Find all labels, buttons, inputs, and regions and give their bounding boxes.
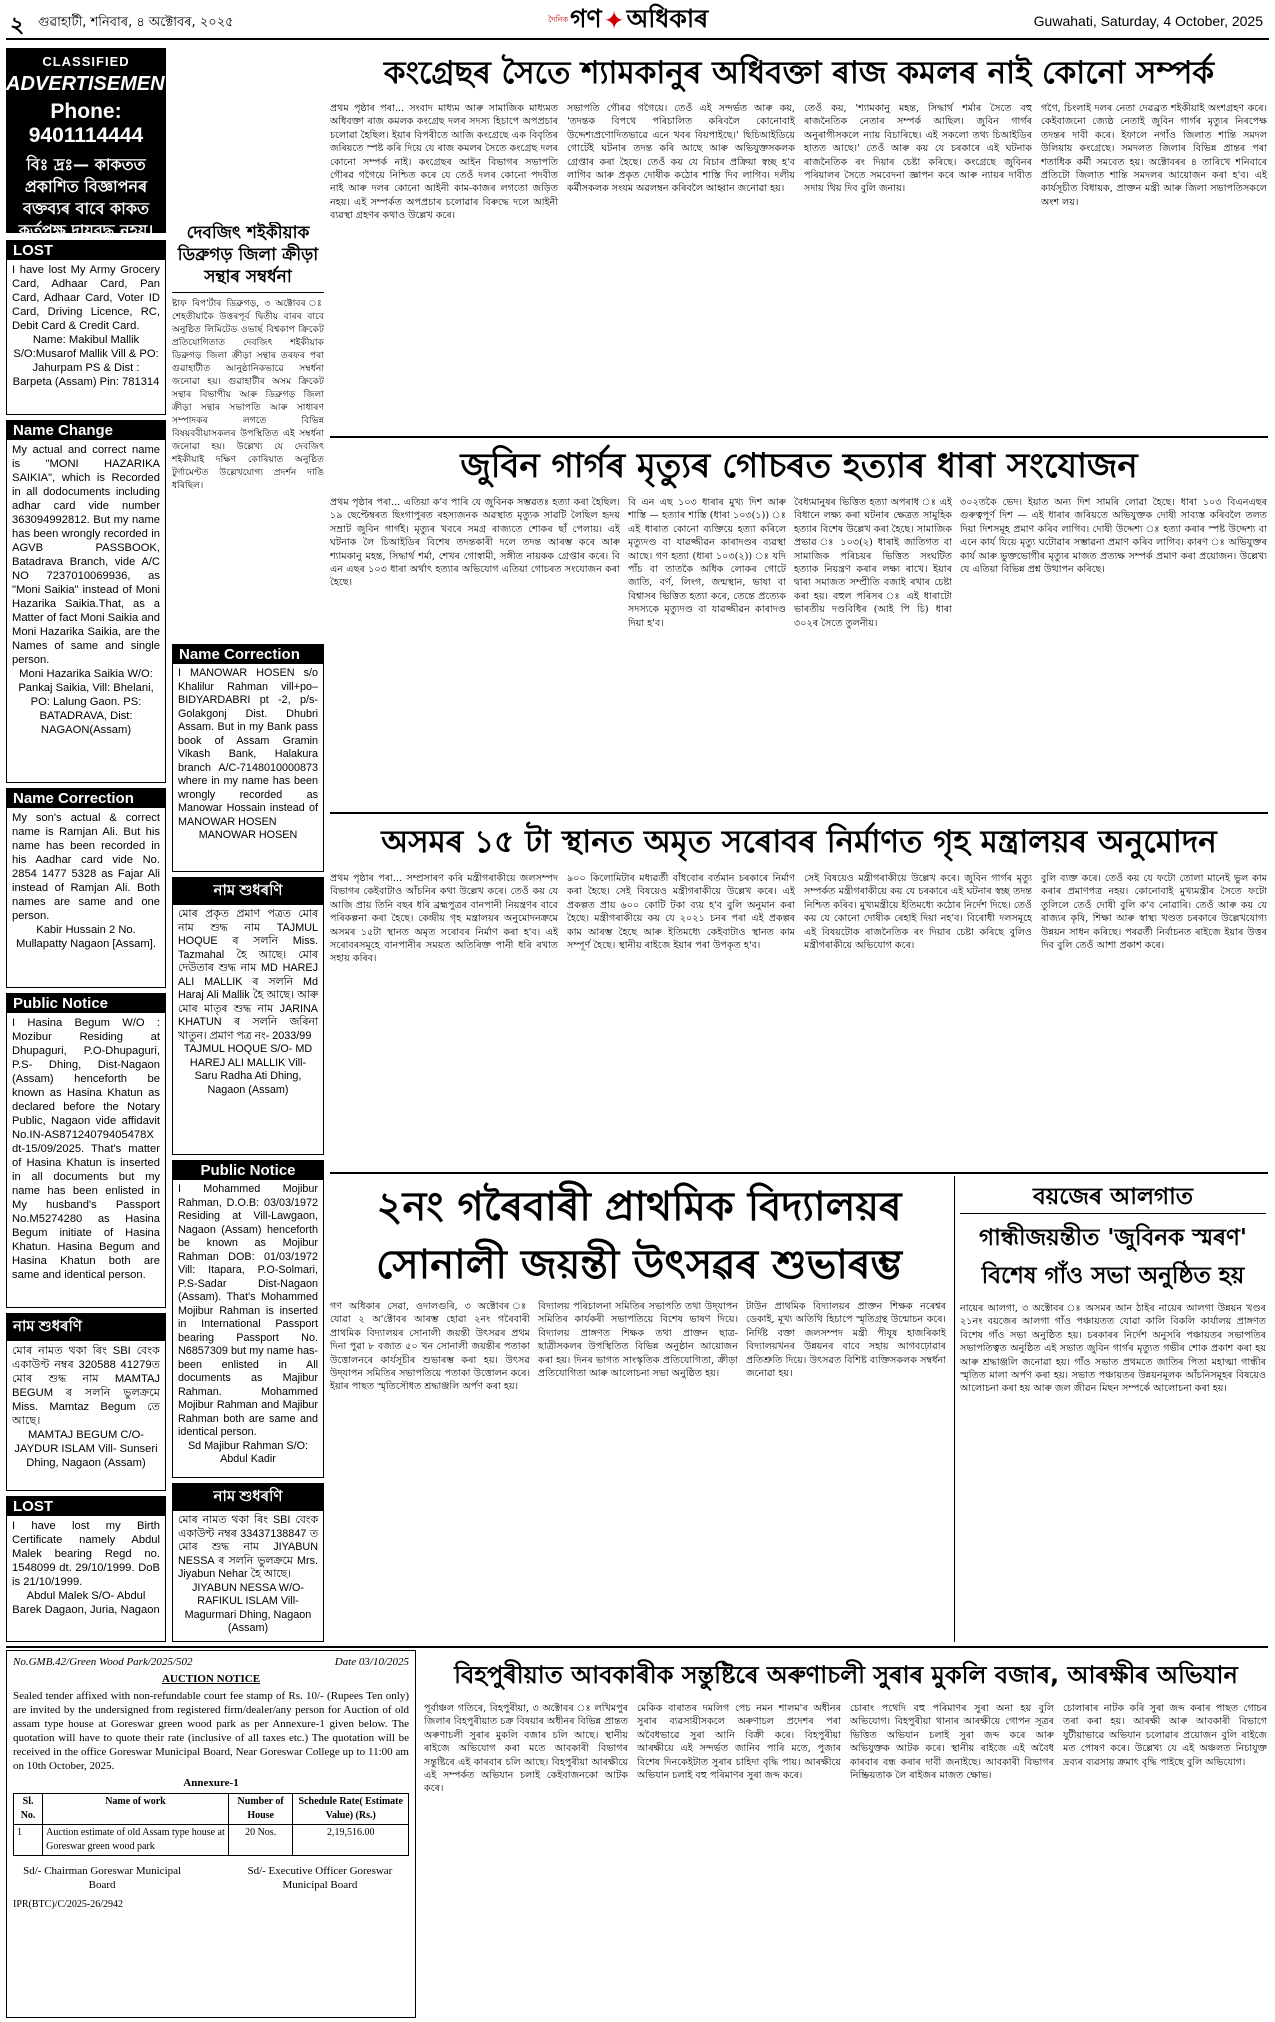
- article1-headline: কংগ্ৰেছৰ সৈতে শ্যামকানুৰ অধিবক্তা ৰাজ কমলৰ নাই কোনো সম্পৰ্ক: [383, 55, 1215, 91]
- ad-signature: Sd Majibur Rahman S/O: Abdul Kadir: [187, 1439, 308, 1465]
- article2-headline: জুবিন গাৰ্গৰ মৃত্যুৰ গোচৰত হত্যাৰ ধাৰা সংযোজন: [460, 446, 1138, 486]
- ad-heading: LOST: [7, 1497, 165, 1516]
- divider: [6, 1646, 1268, 1648]
- auction-annexure: Annexure-1: [183, 1777, 239, 1789]
- article3-headline: অসমৰ ১৫ টা স্থানত অমৃত সৰোবৰ নিৰ্মাণত গৃহ মন্ত্ৰালয়ৰ অনুমোদন: [381, 824, 1217, 860]
- ad-heading: LOST: [7, 241, 165, 260]
- ad-text: মোৰ প্ৰকৃত প্ৰমাণ পত্ৰত মোৰ নাম শুদ্ধ নাম TAJMUL HOQUE ৰ সলনি Miss. Tazmahal হৈ আছে। মোৰ দেউতাৰ শুদ্ধ নাম MD HAREJ ALI MALLIK ৰ সলনি Md Haraj Ali Mallik হৈ আছে। আৰু মোৰ মাতৃৰ শুদ্ধ নাম JARINA KHATUN ৰ সলনি জৰিনা খাতুন। প্ৰমাণ পত্ৰ নং- 2033/99: [178, 908, 318, 1042]
- article5-headline-2: বিশেষ গাঁও সভা অনুষ্ঠিত হয়: [981, 1263, 1245, 1289]
- page-number: ২: [10, 13, 25, 38]
- article5-body: নায়েৰ আলগা, ৩ অক্টোবৰ ঃ অসমৰ আন ঠাইৰ নায়েৰ আলগা উন্নয়ন খণ্ডৰ ২১নং বয়জেৰ আলগা গাঁও পঞ্চায়তত যোৱা কালি বিকলি কাৰ্যালয় প্ৰাঙ্গণত বিশেষ গাঁও সভা অনুষ্ঠিত হয়। চৰকাৰৰ নিৰ্দেশ অনুসৰি পঞ্চায়তৰ সভাপতিৰ সভাপতিত্বত অনুষ্ঠিত এই সভাত জুবিন গাৰ্গৰ মৃত্যুত গভীৰ শোক প্ৰকাশ কৰা হয় আৰু শ্ৰদ্ধাঞ্জলি জনোৱা হয়। গাঁও সভাত প্ৰথমতে জাতিৰ পিতা মহাত্মা গান্ধীৰ স্মৃতিত মালা অৰ্পণ কৰা হয়। সভাত পঞ্চায়তৰ উন্নয়নমূলক আঁচনিসমূহৰ বিষয়েও আলোচনা কৰা হয় আৰু জল জীৱন মিছন সম্পৰ্কে আলোচনা কৰা হয়।: [960, 1303, 1266, 1395]
- table-row: [14, 1825, 409, 1856]
- article6-col-1: পূৰ্বাঞ্চল গতিৰে, বিহপুৰীয়া, ৩ অক্টোবৰ ঃ লখিমপুৰ জিলাৰ বিহপুৰীয়াত চক্ৰ বিষয়াৰ অধীনৰ বিভিন্ন প্ৰান্তত অৰুণাচলী সুৰাৰ মুকলি বজাৰ চলি আছে। স্থানীয় ৰাইজে অভিযোগ কৰা মতে আবকাৰী বিভাগৰ সন্তুষ্টিৰে এই কাৰবাৰ চলি আছে। বিহপুৰীয়া আৰক্ষীয়ে এই সম্পৰ্কত অভিযান চলাই কেইবাজনকো আটক কৰে।: [424, 1703, 628, 1795]
- auction-header-cell: Sl. No.: [14, 1794, 43, 1825]
- ad-lost-1: [6, 240, 166, 415]
- ad-heading: Name Correction: [7, 789, 165, 808]
- auction-sign-right: Sd/- Executive Officer Goreswar Municipal Board: [247, 1865, 393, 1891]
- ad-public-notice-left: [6, 993, 166, 1308]
- ad-text: My actual and correct name is "MONI HAZARIKA SAIKIA", which is Recorded in all dodocuments including adhar card vide number 363094992812. But my name has been wrongly recorded in AGVB PASSBOOK, Batadrava Branch, vide A/C NO 7237010069936, as "Moni Saikia" instead of Moni Hazarika Saikia.That, as a Matter of fact Moni Saikia and Moni Hazarika Saikia, are the Names of same and single person.: [12, 444, 160, 666]
- article3-col-1: প্ৰথম পৃষ্ঠাৰ পৰা... সম্প্ৰসাৰণ কৰি মন্ত্ৰীগৰাকীয়ে জলসম্পদ বিভাগৰ কেইবাটাও আঁচনিৰ কথা উল্লেখ কৰে। তেওঁ কয় যে আজি প্ৰায় তিনি বছৰ ধৰি ব্ৰহ্মপুত্ৰৰ বানপানী নিয়ন্ত্ৰণৰ বাবে পৰিকল্পনা কৰা হৈছে। কেন্দ্ৰীয় গৃহ মন্ত্ৰালয়ৰ অনুমোদনক্ৰমে অসমৰ ১৫টা স্থানত অমৃত সৰোবৰ নিৰ্মাণ কৰা হ'ব। এই সৰোবৰসমূহে বানপানীৰ সময়ত অতিৰিক্ত পানী ধৰি ৰখাত সহায় কৰিব।: [330, 873, 558, 965]
- article1-col-3: তেওঁ কয়, 'শ্যামকানু মহন্ত, সিদ্ধাৰ্থ শৰ্মাৰ সৈতে বহু ৰাজনৈতিক নেতাৰ সম্পৰ্ক আছিল। জুবিন গাৰ্গৰ অনুৰাগীসকলে ন্যায় বিচাৰিছে। এই সকলো তথ্য চিআইডিৰ হাতত আছে।' তেওঁ আৰু কয় যে চৰকাৰে এই ঘটনাক ৰাজনৈতিক ৰং দিয়াৰ চেষ্টা কৰিছে। কংগ্ৰেছে জুবিনৰ পৰিয়ালৰ সৈতে সমবেদনা জ্ঞাপন কৰে আৰু ন্যায়ৰ দাবীত সদায় থিয় দিব বুলি জনায়।: [804, 103, 1032, 195]
- ad-text: I have lost My Army Grocery Card, Adhaar Card, Pan Card, Adhaar Card, Voter ID Card, Driving Licence, RC, Debit Card & Credit Card.: [12, 264, 160, 332]
- divider: [330, 1172, 1268, 1174]
- divider: [330, 436, 1268, 438]
- column-divider: [954, 1176, 955, 1642]
- auction-cell: 1: [14, 1825, 43, 1856]
- ad-name-correction-left: [6, 788, 166, 988]
- article6-col-3: চোৰাং পথেদি বহু পৰিমাণৰ সুৰা অনা হয় বুলি অভিযোগ। বিহপুৰীয়া থানাৰ আৰক্ষীয়ে গোপন সূত্ৰৰ ভিত্তিত অভিযান চলাই সুৰা জব্দ কৰে আৰু অভিযুক্তক আটক কৰে। স্থানীয় ৰাইজে এই অবৈধ কাৰবাৰ বন্ধ কৰাৰ দাবী জনাইছে। আবকাৰী বিভাগৰ নিষ্ক্ৰিয়তাক লৈ ৰাইজৰ মাজত ক্ষোভ।: [850, 1703, 1054, 1782]
- logo-star-icon: ✦: [603, 5, 625, 35]
- felicitation-body: ষ্টাফ ৰিপ'ৰ্টাৰ ডিব্ৰুগড়, ৩ অক্টোবৰ ঃ শেহতীয়াকৈ উত্তৰপূৰ্ব দ্বিতীয় বাৰৰ বাবে অনুষ্ঠিত লিমিটেড ওভাৰ্ছ বিশ্বকাপ ক্ৰিকেট প্ৰতিযোগিতাত দেবজিৎ শইকীয়াক ডিব্ৰুগড় জিলা ক্ৰীড়া সন্থাৰ তৰফৰ পৰা গুৱাহাটীত আনুষ্ঠানিকভাৱে সম্বৰ্ধনা জনোৱা হয়। গুৱাহাটীৰ অসম ক্ৰিকেট সন্থাৰ বিভাগীয় আৰু ডিব্ৰুগড় জিলা ক্ৰীড়া সন্থাৰ সভাপতি আৰু সাধাৰণ সম্পাদকৰ লগতে বিভিন্ন বিষয়ববীয়াসকলৰ উপস্থিতিত এই সম্বৰ্ধনা জনোৱা হয়। উল্লেখ্য যে দেবজিৎ শইকীয়াই দক্ষিণ কোৰিয়াত অনুষ্ঠিত টুৰ্ণামেণ্টত উল্লেখযোগ্য প্ৰদৰ্শন দাঙি ধৰিছিল।: [172, 298, 324, 491]
- article5-kicker: বয়জেৰ আলগাত: [960, 1180, 1266, 1214]
- article2-col-3: বৈধ্যমানুষৰ ভিত্তিত হত্যা অপৰাধ ঃ এই বিধানে লক্ষ্য কৰা ঘটনাৰ ক্ষেত্ৰত সামুহিক হত্যাৰ বিশেষ উল্লেখ কৰা হৈছে। সামাজিক প্ৰভাৱ ঃ ১০৩(২) ধাৰাই জাতিগত বা সামাজিক পৰিচয়ৰ ভিত্তিত সংঘটিত হত্যাক নিয়ন্ত্ৰণ কৰাৰ লক্ষ্য ৰাখে। ইয়াৰ দ্বাৰা সমাজত সম্প্ৰীতি বজাই ৰখাৰ চেষ্টা কৰা হয়। বহুল পৰিসৰ ঃ এই ধাৰাটো ভাৰতীয় দণ্ডবিধিৰ (আই পি চি) ধাৰা ৩০২ৰ সৈতে তুলনীয়।: [794, 497, 952, 629]
- article2-col-2: বি এন এছ ১০৩ ধাৰাৰ মুখ্য দিশ আৰু শাস্তি — হত্যাৰ শাস্তি (ধাৰা ১০৩(১)) ঃ এই ধাৰাত কোনো ব্যক্তিয়ে হত্যা কৰিলে মৃত্যুদণ্ড বা যাৱজ্জীৱন কাৰাদণ্ডৰ ব্যৱস্থা আছে। গণ হত্যা (ধাৰা ১০৩(২)) ঃ যদি পাঁচ বা তাতকৈ অধিক লোকৰ গোটে জাতি, বৰ্ণ, লিংগ, জন্মস্থান, ভাষা বা বিশ্বাসৰ ভিত্তিত হত্যা কৰে, তেন্তে প্ৰত্যেক সদস্যকে মৃত্যুদণ্ড বা যাৱজ্জীৱন কাৰাদণ্ড দিয়া হ'ব।: [628, 497, 786, 629]
- ad-lost-birth-certificate: [6, 1496, 166, 1642]
- logo-part-1: গণ: [570, 3, 602, 33]
- ad-name-sudhoroni-mid-2: [172, 1483, 324, 1642]
- logo-small-text: দৈনিক: [548, 14, 569, 24]
- ad-name-sudhoroni-left: [6, 1313, 166, 1491]
- auction-footer: IPR(BTC)/C/2025-26/2942: [13, 1899, 124, 1910]
- dateline-bengali: গুৱাহাটী, শনিবাৰ, ৪ অক্টোবৰ, ২০২৫: [38, 15, 234, 30]
- article3-col-3: সেই বিষয়েও মন্ত্ৰীগৰাকীয়ে উল্লেখ কৰে। জুবিন গাৰ্গৰ মৃত্যু সম্পৰ্কত মন্ত্ৰীগৰাকীয়ে কয় যে চৰকাৰে এই ঘটনাৰ স্বচ্ছ তদন্ত নিশ্চিত কৰিব। মুখ্যমন্ত্ৰীয়ে ইতিমধ্যে কঠোৰ নিৰ্দেশ দিছে। তেওঁ কয় যে কোনো দোষীক ৰেহাই দিয়া নহ'ব। বিৰোধী দলসমূহে এই বিষয়টোক ৰাজনৈতিক ৰং দিয়াৰ চেষ্টা কৰিছে বুলিও মন্ত্ৰীগৰাকীয়ে অভিযোগ কৰে।: [804, 873, 1032, 952]
- article4-col-2: বিদ্যালয় পৰিচালনা সমিতিৰ সভাপতি তথা উদ্‌যাপন সমিতিৰ কাৰ্যকৰী সভাপতিয়ে বিশেষ ভাষণ দিয়ে। বিদ্যালয় প্ৰাঙ্গণত শিক্ষক তথা প্ৰাক্তন ছাত্ৰ-ছাত্ৰীসকলৰ উপস্থিতিত বিভিন্ন অনুষ্ঠান আয়োজন কৰা হয়। দিনৰ ভাগত সাংস্কৃতিক প্ৰতিযোগিতা, ক্ৰীড়া প্ৰতিযোগিতা আৰু আলোচনা সভা অনুষ্ঠিত হয়।: [538, 1301, 738, 1380]
- auction-header-cell: Name of work: [43, 1794, 229, 1825]
- ad-heading: নাম শুধৰণি: [7, 1314, 165, 1341]
- felicitation-title-3: সন্থাৰ সম্বৰ্ধনা: [172, 266, 324, 293]
- auction-header-cell: Schedule Rate( Estimate Value) (Rs.): [293, 1794, 409, 1825]
- classified-title: CLASSIFIED: [42, 54, 130, 69]
- article2-col-4: ৩০২তকৈ ভেদ। ইয়াত অন্য দিশ সামৰি লোৱা হৈছে। ধাৰা ১০৩ বিএনএছৰ গুৰুত্বপূৰ্ণ দিশ — এই ধাৰাৰ জৰিয়তে অভিযুক্তক দোষী সাব্যস্ত কৰিবলৈ তলত দিয়া দিশসমূহ প্ৰমাণ কৰিব লাগিব। দোষী উদ্দেশ্য ঃ হত্যা কৰাৰ স্পষ্ট উদ্দেশ্য বা এনে কাৰ্য যিয়ে মৃত্যু ঘটোৱাৰ সম্ভাৱনা প্ৰমাণ কৰিব লাগিব। কাৰণ ঃ অভিযুক্তৰ কাৰ্য আৰু ভুক্তভোগীৰ মৃত্যুৰ মাজত প্ৰত্যক্ষ সম্পৰ্ক প্ৰমাণ কৰা প্ৰয়োজন। উল্লেখ্য যে এতিয়া বিভিন্ন প্ৰশ্ন উত্থাপন কৰিছে।: [960, 497, 1267, 576]
- article3-col-4: বুলি ব্যক্ত কৰে। তেওঁ কয় যে ফটো তোলা মানেই ভুল কাম কৰাৰ প্ৰমাণপত্ৰ নহয়। কোনোবাই মুখ্যমন্ত্ৰীৰ সৈতে ফটো তুলিলে তেওঁ দোষী বুলি ক'ব নোৱাৰি। তেওঁ আৰু কয় যে ৰাজ্যৰ কৃষি, শিক্ষা আৰু স্বাস্থ্য খণ্ডত চৰকাৰে উল্লেখযোগ্য উন্নয়ন সাধন কৰিছে। পৰৱৰ্তী নিৰ্বাচনত ৰাইজে ইয়াৰ উত্তৰ দিব বুলি তেওঁ আশা প্ৰকাশ কৰে।: [1041, 873, 1267, 952]
- ad-text: মোৰ নামত থকা ৰিং SBI বেংক একাউণ্ট নম্বৰ 320588 41279ত মোৰ শুদ্ধ নাম MAMTAJ BEGUM ৰ সলনি ভুলক্ৰমে Miss. Mamtaz Begum তে আছে।: [12, 1345, 160, 1427]
- auction-body: Sealed tender affixed with non-refundable court fee stamp of Rs. 10/- (Rupees Ten only) are invited by the undersigned from registered firm/dealer/any person for Auction of old assam type house at Goreswar green wood park as per Annexure-1 given below. The quotation will have to quote their rate (inclusive of all taxes etc.) The quotation will be received in the office Goreswar Municipal Board, Near Goreswar College up to 11:00 am on 10th October, 2025.: [13, 1690, 409, 1772]
- article5-headline-1: গান্ধীজয়ন্তীত 'জুবিনক স্মৰণ': [979, 1225, 1247, 1251]
- classified-disclaimer: বিঃ দ্ৰঃ— কাকতত প্ৰকাশিত বিজ্ঞাপনৰ বক্তব্যৰ বাবে কাকত কৰ্তৃপক্ষ দায়বদ্ধ নহয়।: [18, 155, 154, 240]
- auction-cell: Auction estimate of old Assam type house at Goreswar green wood park: [43, 1825, 229, 1856]
- ad-name-change: [6, 420, 166, 783]
- ad-signature: JIYABUN NESSA W/O- RAFIKUL ISLAM Vill- Magurmari Dhing, Nagaon (Assam): [184, 1581, 312, 1634]
- ad-text: My son's actual & correct name is Ramjan Ali. But his name has been recorded in his Aadhar card vide No. 2854 1477 5328 as Fajar Ali instead of Ramjan Ali. Both names are same and one person.: [12, 812, 160, 922]
- auction-cell: 20 Nos.: [228, 1825, 293, 1856]
- ad-heading: Public Notice: [7, 994, 165, 1013]
- ad-heading: Public Notice: [173, 1161, 323, 1180]
- article6-col-4: চোলাৰাৰ নাটক কৰি সুৰা জব্দ কৰাৰ পাছত গোচৰ তৰা কৰা হয়। আৰক্ষী আৰু আবকাৰী বিভাগে যুটীয়াভাৱে অভিযান চলোৱাৰ প্ৰয়োজন বুলি ৰাইজে মত পোষণ কৰে। উল্লেখ্য যে এই অঞ্চলত নিচাযুক্ত দ্ৰব্যৰ ব্যৱসায় ক্ৰমাৎ বৃদ্ধি পাইছে বুলি অভিযোগ।: [1063, 1703, 1267, 1768]
- article6-col-2: মেকিক বাৰাতৰ দমলিগ পেচ নমন শালম'ৰ অধীনৰ সুৰাৰ ব্যৱসায়ীসকলে অৰুণাচল প্ৰদেশৰ পৰা অবৈধভাৱে সুৰা আনি বিক্ৰী কৰে। বিহপুৰীয়া আৰক্ষীয়ে এই সন্দৰ্ভত জানিব পাৰি মতে, পুজাৰ বিশেষ দিনকেইটাত সুৰাৰ চাহিদা বৃদ্ধি পায়। আৰক্ষীয়ে অভিযান চলাই বহু পৰিমাণৰ সুৰা জব্দ কৰে।: [637, 1703, 841, 1782]
- article1-col-2: সভাপতি গৌৰৱ গগৈয়ে। তেওঁ এই সন্দৰ্ভত আৰু কয়, 'তদন্তক বিপথে পৰিচালিত কৰিবলৈ কোনোবাই উদ্দেশ্যপ্ৰণোদিতভাৱে এনে খবৰ বিয়পাইছে।' ছিচিআইডিয়ে গোটেই ঘটনাৰ তদন্ত কৰি আছে আৰু অভিযুক্তসকলক গ্ৰেপ্তাৰ কৰা হৈছে। তেওঁ কয় যে বিচাৰ প্ৰক্ৰিয়া স্বচ্ছ হ'ব লাগিব আৰু প্ৰকৃত দোষীক কঠোৰ শাস্তি দিব লাগিব। দলীয় কৰ্মীসকলক সংযম অৱলম্বন কৰিবলৈ আহ্বান জনোৱা হয়।: [567, 103, 795, 195]
- divider: [330, 812, 1268, 814]
- newspaper-logo: [548, 2, 708, 38]
- auction-cell: 2,19,516.00: [293, 1825, 409, 1856]
- ad-heading: Name Correction: [173, 645, 323, 664]
- auction-header-cell: Number of House: [228, 1794, 293, 1825]
- classified-banner: [6, 48, 177, 240]
- article6-headline: বিহপুৰীয়াত আবকাৰীক সন্তুষ্টিৰে অৰুণাচলী সুৰাৰ মুকলি বজাৰ, আৰক্ষীৰ অভিযান: [454, 1661, 1238, 1689]
- auction-sign-left: Sd/- Chairman Goreswar Municipal Board: [23, 1865, 182, 1891]
- felicitation-article: [172, 222, 324, 640]
- ad-heading: Name Change: [7, 421, 165, 440]
- felicitation-title-1: দেবজিৎ শইকীয়াক: [186, 223, 310, 243]
- article1-col-4: গগৈ, চিংলাই দলৰ নেতা দেৱব্ৰত শইকীয়াই অংশগ্ৰহণ কৰে। কেইবাজনো জ্যেষ্ঠ নেতাই জুবিন গাৰ্গৰ মৃত্যুৰ নিৰপেক্ষ তদন্তৰ দাবী কৰে। ইফালে নগাঁও জিলাত শান্তি সমদল উলিয়ায় কংগ্ৰেছে। সমদলত জিলাৰ বিভিন্ন প্ৰান্তৰ পৰা শতাধিক কৰ্মী সমবেত হয়। অক্টোবৰৰ ৪ তাৰিখে শনিবাৰে প্ৰতিটো জিলাত শান্তি সমদলৰ আয়োজন কৰা হ'ব। এই কাৰ্যসূচীত বিধায়ক, প্ৰাক্তন মন্ত্ৰী আৰু জিলা সভাপতিসকলে অংশ লয়।: [1041, 103, 1267, 208]
- auction-table: [13, 1793, 409, 1856]
- article4-headline-2: সোনালী জয়ন্তী উৎসৱৰ শুভাৰম্ভ: [376, 1242, 902, 1288]
- auction-ref: No.GMB.42/Green Wood Park/2025/502: [13, 1656, 193, 1668]
- ad-public-notice-mid: [172, 1160, 324, 1478]
- ad-text: মোৰ নামত থকা ৰিং SBI বেংক একাউণ্ট নম্বৰ 33437138847 ত মোৰ শুদ্ধ নাম JIYABUN NESSA ৰ সলনি ভুলক্ৰমে Mrs. Jiyabun Nehar হৈ আছে।: [178, 1514, 318, 1580]
- ad-signature: Kabir Hussain 2 No. Mullapatty Nagaon [Assam].: [16, 924, 156, 950]
- ad-heading: নাম শুধৰণি: [173, 878, 323, 905]
- ad-text: I Hasina Begum W/O : Mozibur Residing at Dhupaguri, P.O-Dhupaguri, P.S- Dhing, Dist-Nagaon (Assam) henceforth be known as Hasina Khatun as declared before the Notary Public, Nagaon vide affidavit No.IN-AS87124079405478X dt-15/09/2025. That's matter of Hasina Khatun is inserted in all documents but my name has been enlisted in My husband's Passport No.M5274280 as Hasina Begum initiate of Hasina Khatun. Hasina Begum and Hasina Khatun both are same and identical person.: [12, 1017, 160, 1281]
- ad-signature: MAMTAJ BEGUM C/O- JAYDUR ISLAM Vill- Sunseri Dhing, Nagaon (Assam): [14, 1429, 158, 1469]
- article4-col-3: টাউন প্ৰাথমিক বিদ্যালয়ৰ প্ৰাক্তন শিক্ষক নৰেশ্বৰ ডেকাই, মূখ্য অতিথি হিচাপে স্মৃতিগ্ৰন্থ উন্মোচন কৰে। নিৰ্দিষ্ট বক্তা জলসম্পদ মন্ত্ৰী পীযূষ হাজৰিকাই বিদ্যালয়খনৰ উন্নয়নৰ বাবে সহায় আগবঢ়োৱাৰ প্ৰতিশ্ৰুতি দিয়ে। উৎসৱত বিশিষ্ট ব্যক্তিসকলক সম্বৰ্ধনা জনোৱা হয়।: [746, 1301, 946, 1380]
- ad-signature: MANOWAR HOSEN: [198, 829, 298, 841]
- classified-subtitle: ADVERTISEMENT: [6, 73, 177, 95]
- ad-signature: Moni Hazarika Saikia W/O: Pankaj Saikia, Vill: Bhelani, PO: Lalung Gaon. PS: BATADRAVA, Dist: NAGAON(Assam): [18, 668, 154, 736]
- article1-col-1: প্ৰথম পৃষ্ঠাৰ পৰা... সংবাদ মাধ্যম আৰু সামাজিক মাধ্যমত অধিবক্তা ৰাজ কমলক কংগ্ৰেছ দলৰ সদস্য হিচাপে অপপ্ৰচাৰ চলোৱা হৈছিল। ইয়াৰ বিপৰীতে আজি কংগ্ৰেছে এক বিবৃতিৰ জৰিয়তে স্পষ্ট কৰি দিয়ে যে ৰাজ কমলৰ সৈতে কংগ্ৰেছ দলৰ কোনো সম্পৰ্ক নাই। কংগ্ৰেছৰ আইন বিভাগৰ সভাপতি গৌৰৱ গগৈয়ে নিশ্চিত কৰে যে তেওঁ দলৰ কোনো পদবীত নাই আৰু দলৰ কোনো আইনী কাম-কাজৰ লগতো জড়িত নহয়। এই সম্পৰ্কত অপপ্ৰচাৰ চলোৱাৰ বিৰুদ্ধে দলে আইনী ব্যৱস্থা গ্ৰহণৰ কথাও উল্লেখ কৰে।: [330, 103, 558, 222]
- article4-col-1: গণ অধিকাৰ সেৱা, ওদালগুৰি, ৩ অক্টোবৰ ঃ যোৱা ২ অ'ক্টোবৰ আৰম্ভ হোৱা ২নং গৰৈবাৰী প্ৰাথমিক বিদ্যালয়ৰ সোনালী জয়ন্তী উৎসৱৰ প্ৰথম দিনা পুৱা ৮ বজাত ৫০ খন সোনালী জয়ন্তীৰ পতাকা উত্তোলনৰে কাৰ্যসূচীৰ শুভাৰম্ভ কৰা হয়। উৎসৱ উদ্‌যাপন সমিতিৰ সভাপতিয়ে পতাকা উত্তোলন কৰে। ইয়াৰ পাছত স্মৃতিসৌধত শ্ৰদ্ধাঞ্জলি অৰ্পণ কৰা হয়।: [330, 1301, 530, 1393]
- ad-text: I Mohammed Mojibur Rahman, D.O.B: 03/03/1972 Residing at Vill-Lawgaon, Nagaon (Assam) henceforth be known as Mojibur Rahman DOB: 01/03/1972 Vill: Itapara, P.O-Solmari, P.S-Sadar Dist-Nagaon (Assam). That's Mohammed Mojibur Rahman is inserted in International Passport bearing Passport No. N6857309 but my name has-been enlisted in All documents as Majibur Rahman. Mohammed Mojibur Rahman and Majibur Rahman both are same and identical person.: [178, 1183, 318, 1438]
- felicitation-title-2: ডিব্ৰুগড় জিলা ক্ৰীড়া: [177, 245, 319, 265]
- auction-date: Date 03/10/2025: [334, 1656, 409, 1668]
- ad-text: I have lost my Birth Certificate namely Abdul Malek bearing Regd no. 1548099 dt. 29/10/1999. DoB is 21/10/1999.: [12, 1520, 160, 1588]
- ad-name-sudhoroni-mid-1: [172, 877, 324, 1155]
- article3-col-2: ৯০০ কিলোমিটাৰ মধ্যৱৰ্তী বাঁধবোৰ বৰ্তমান চৰকাৰে নিৰ্মাণ কৰা হৈছে। সেই বিষয়েও মন্ত্ৰীগৰাকীয়ে উল্লেখ কৰে। এই প্ৰকল্পত প্ৰায় ৬০০ কোটি টকা ব্যয় হ'ব বুলি অনুমান কৰা হৈছে। মন্ত্ৰীগৰাকীয়ে কয় যে ২০২১ চনৰ পৰা এই প্ৰকল্পৰ কাম আৰম্ভ হৈছে আৰু ইতিমধ্যে কেইবাটাও স্থানত কাম সম্পূৰ্ণ হৈছে। স্থানীয় ৰাইজে ইয়াৰ পৰা উপকৃত হ'ব।: [567, 873, 795, 952]
- ad-signature: TAJMUL HOQUE S/O- MD HAREJ ALI MALLIK Vill- Saru Radha Ati Dhing, Nagaon (Assam): [183, 1043, 313, 1096]
- article4-headline-1: ২নং গৰৈবাৰী প্ৰাথমিক বিদ্যালয়ৰ: [376, 1184, 902, 1230]
- logo-part-2: অধিকাৰ: [626, 3, 709, 33]
- article2-col-1: প্ৰথম পৃষ্ঠাৰ পৰা... এতিয়া ক'ব পাৰি যে জুবিনক সম্ভৱতঃ হত্যা কৰা হৈছিল। ১৯ ছেপ্টেম্বৰত ছিংগাপুৰত ৰহস্যজনক অৱস্থাত মৃত্যুক সাৱটি লৈছিল হৃদয় সম্ৰাট জুবিন গাৰ্গই। মৃত্যুৰ খবৰে সমগ্ৰ ৰাজ্যতে শোকৰ ছাঁ পেলায়। এই ঘটনাক লৈ চিআইডিৰ বিশেষ তদন্তকাৰী দলে তদন্ত আৰম্ভ কৰে আৰু শ্যামকানু মহন্ত, সিদ্ধাৰ্থ শৰ্মা, শেখৰ গোস্বামী, সঙ্গীত নায়কক গ্ৰেপ্তাৰ কৰে। বি এন এছৰ ১০৩ ধাৰা অৰ্থাৎ হত্যাৰ অভিযোগ এতিয়া গোচৰত সংযোজন কৰা হৈছে।: [330, 497, 620, 589]
- auction-title: AUCTION NOTICE: [161, 1673, 261, 1685]
- ad-text: I MANOWAR HOSEN s/o Khalilur Rahman vill+po– BIDYARDABRI pt -2, p/s-Golakgonj Dist. Dhubri Assam. But in my Bank pass book of Assam Gramin Vikash Bank, Halakura branch A/C-7148010000873 where in my name has been wrongly recorded as Manowar Hossain instead of MANOWAR HOSEN: [178, 667, 318, 828]
- dateline-english: Guwahati, Saturday, 4 October, 2025: [1033, 13, 1263, 29]
- ad-heading: নাম শুধৰণি: [173, 1484, 323, 1511]
- ad-signature: Name: Makibul Mallik S/O:Musarof Mallik Vill & PO: Jahurpam PS & Dist : Barpeta (Assam) Pin: 781314: [12, 334, 160, 388]
- classified-phone: Phone: 9401114444: [28, 100, 144, 147]
- ad-signature: Abdul Malek S/O- Abdul Barek Dagaon, Juria, Nagaon: [12, 1590, 160, 1616]
- auction-notice: [6, 1650, 416, 2018]
- ad-name-correction-mid: [172, 644, 324, 872]
